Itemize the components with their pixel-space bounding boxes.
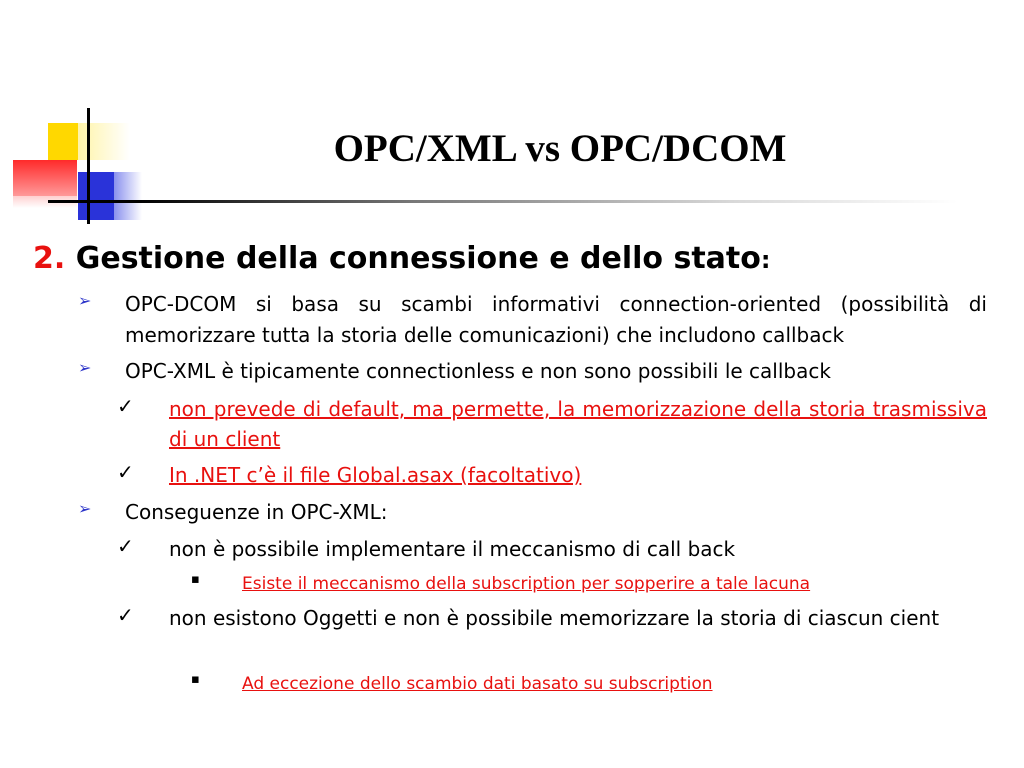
bullet-text: OPC-DCOM si basa su scambi informativi connection-oriented (possibilità di memorizzare tutta la storia delle comunicazioni) che includono callback xyxy=(125,292,987,347)
square-bullet-icon: ▪ xyxy=(191,672,200,687)
sub-item xyxy=(191,571,987,597)
arrow-bullet-icon: ➢ xyxy=(78,499,92,518)
check-item xyxy=(117,460,987,490)
check-link-text[interactable]: In .NET c’è il file Global.asax (facoltativo) xyxy=(169,463,582,487)
arrow-bullet-icon: ➢ xyxy=(78,291,92,310)
check-link-text[interactable]: non prevede di default, ma permette, la memorizzazione della storia trasmissiva di un client xyxy=(169,397,987,451)
bullet-item xyxy=(78,497,987,528)
checkmark-icon: ✓ xyxy=(117,460,134,484)
red-square xyxy=(13,160,77,196)
slide-title: OPC/XML vs OPC/DCOM xyxy=(333,127,787,170)
blue-fade xyxy=(114,172,142,220)
heading-text: Gestione della connessione e dello stato xyxy=(75,241,761,276)
checkmark-icon: ✓ xyxy=(117,394,134,418)
heading-number: 2. xyxy=(33,241,66,276)
check-item xyxy=(117,603,987,633)
sub-link-text[interactable]: Esiste il meccanismo della subscription per sopperire a tale lacuna xyxy=(242,574,811,594)
bullet-item xyxy=(78,356,987,387)
checkmark-icon: ✓ xyxy=(117,534,134,558)
blue-square xyxy=(78,172,114,220)
slide-logo-decoration xyxy=(0,0,1024,230)
checkmark-icon: ✓ xyxy=(117,603,134,627)
bullet-text: OPC-XML è tipicamente connectionless e non sono possibili le callback xyxy=(125,359,831,383)
sub-item xyxy=(191,671,987,697)
bullet-item xyxy=(78,289,987,351)
section-heading xyxy=(33,239,770,280)
check-item xyxy=(117,534,987,564)
check-text: non è possibile implementare il meccanismo di call back xyxy=(169,537,736,561)
title-underline xyxy=(48,200,958,203)
yellow-square xyxy=(48,123,78,160)
sub-link-text[interactable]: Ad eccezione dello scambio dati basato su subscription xyxy=(242,674,713,694)
yellow-fade xyxy=(78,123,130,160)
check-item xyxy=(117,394,987,454)
check-text: non esistono Oggetti e non è possibile memorizzare la storia di ciascun cient xyxy=(169,606,940,630)
vertical-rule xyxy=(87,108,90,224)
arrow-bullet-icon: ➢ xyxy=(78,358,92,377)
square-bullet-icon: ▪ xyxy=(191,572,200,587)
bullet-text: Conseguenze in OPC-XML: xyxy=(125,500,388,524)
heading-colon: : xyxy=(760,246,771,274)
